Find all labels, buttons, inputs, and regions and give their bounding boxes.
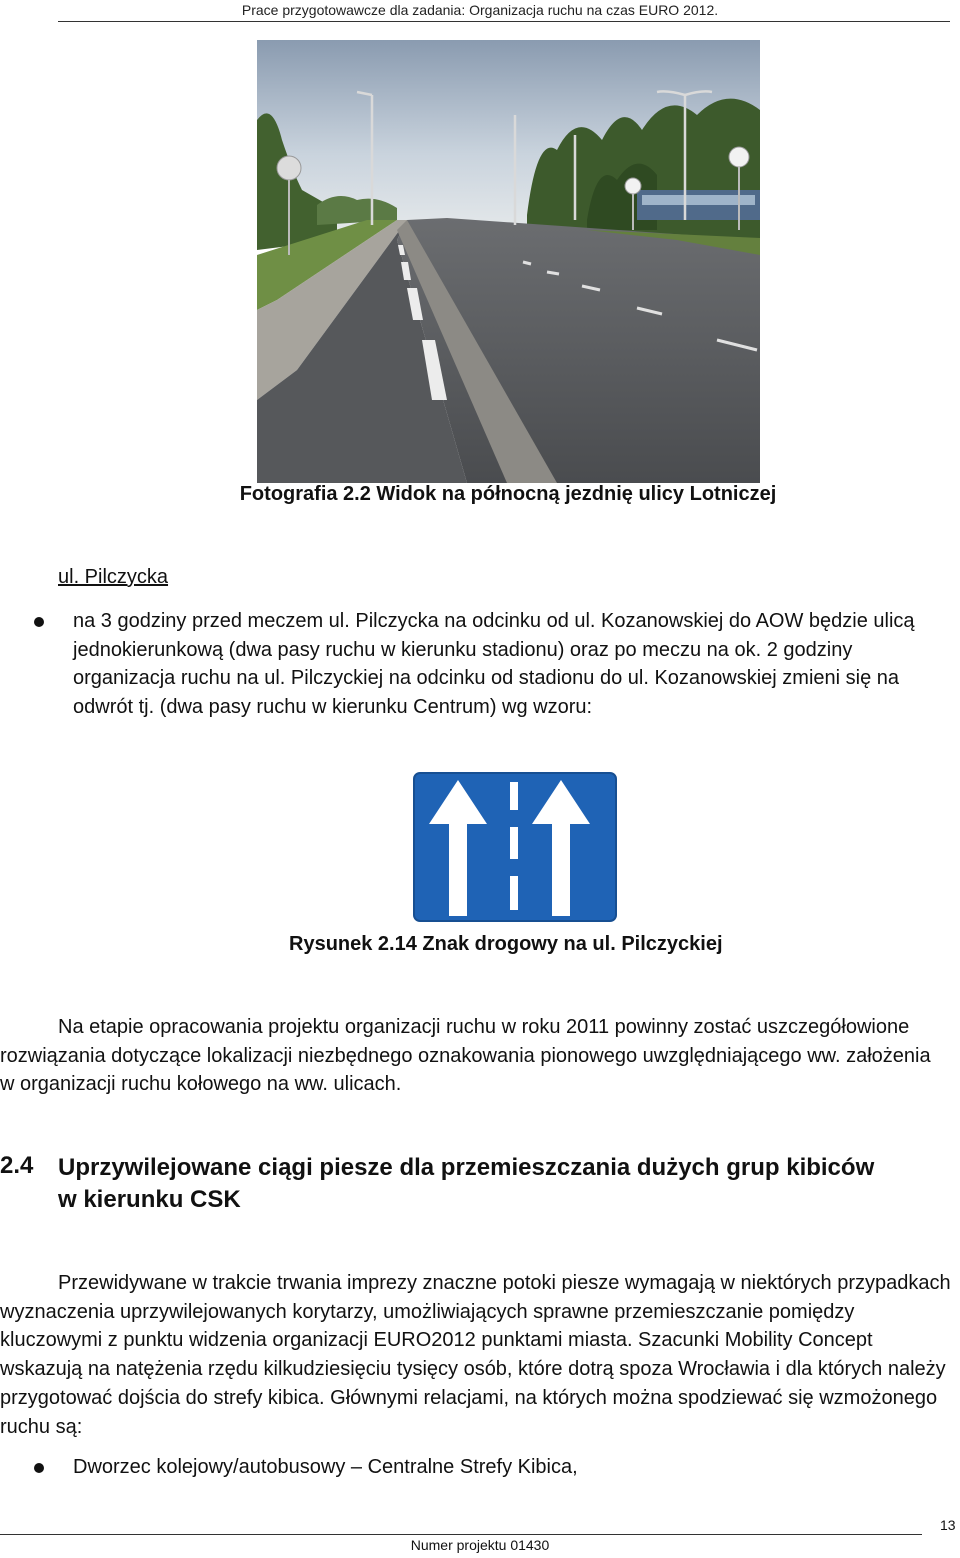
footer-divider [0, 1534, 922, 1535]
two-lane-direction-sign [413, 772, 617, 922]
header-divider [58, 21, 950, 22]
running-header: Prace przygotowawcze dla zadania: Organizacja ruchu na czas EURO 2012. [241, 2, 719, 18]
bullet-paragraph [73, 607, 958, 722]
project-number: Numer projektu 01430 [410, 1537, 550, 1553]
section-title-line: w kierunku CSK [58, 1186, 241, 1213]
section-title-line: Uprzywilejowane ciągi piesze dla przemieszczania dużych grup kibiców [58, 1154, 875, 1181]
page-number: 13 [940, 1517, 956, 1533]
paragraph-przewidywane [0, 1269, 958, 1441]
text-line: odwrót tj. (dwa pasy ruchu w kierunku Centrum) wg wzoru: [73, 696, 593, 719]
text-line: wyznaczenia uprzywilejowanych korytarzy, umożliwiających sprawne przemieszczanie pomiędzy [0, 1300, 855, 1323]
bullet-marker [34, 1463, 44, 1473]
text-line: rozwiązania dotyczące lokalizacji niezbędnego oznakowania pionowego uwzględniającego ww. założenia [0, 1044, 931, 1067]
text-line: w organizacji ruchu kołowego na ww. ulicach. [0, 1073, 402, 1096]
text-line: wskazują na natężenia rzędu kilkudziesięciu tysięcy osób, które dotrą spoza Wrocławia i dla których należy [0, 1358, 946, 1381]
sign-caption: Rysunek 2.14 Znak drogowy na ul. Pilczyckiej [289, 933, 723, 955]
text-line: przygotować dojścia do strefy kibica. Głównymi relacjami, na których można spodziewać się wzmożonego [0, 1386, 938, 1409]
text-line: Na etapie opracowania projektu organizacji ruchu w roku 2011 powinny zostać uszczegółowione [58, 1016, 910, 1038]
text-line: ruchu są: [0, 1415, 83, 1438]
text-line: jednokierunkową (dwa pasy ruchu w kierunku stadionu) oraz po meczu na ok. 2 godziny [73, 638, 853, 661]
bullet-item: Dworzec kolejowy/autobusowy – Centralne Strefy Kibica, [73, 1456, 578, 1478]
section-number: 2.4 [0, 1152, 34, 1179]
street-heading: ul. Pilczycka [58, 566, 169, 588]
text-line: organizacja ruchu na ul. Pilczyckiej na odcinku od stadionu do ul. Kozanowskiej zmieni się na [73, 667, 900, 690]
bullet-marker [34, 617, 44, 627]
text-line: na 3 godziny przed meczem ul. Pilczycka na odcinku od ul. Kozanowskiej do AOW będzie ulicą [73, 610, 915, 632]
text-line: Przewidywane w trakcie trwania imprezy znaczne potoki piesze wymagają w niektórych przypadkach [58, 1272, 951, 1294]
photo-caption: Fotografia 2.2 Widok na północną jezdnię ulicy Lotniczej [239, 483, 777, 505]
text-line: kluczowymi z punktu widzenia organizacji EURO2012 punktami miasta. Szacunki Mobility Concept [0, 1329, 873, 1352]
paragraph-etapie [0, 1013, 958, 1099]
road-photo [257, 40, 760, 483]
section-title [58, 1152, 938, 1216]
